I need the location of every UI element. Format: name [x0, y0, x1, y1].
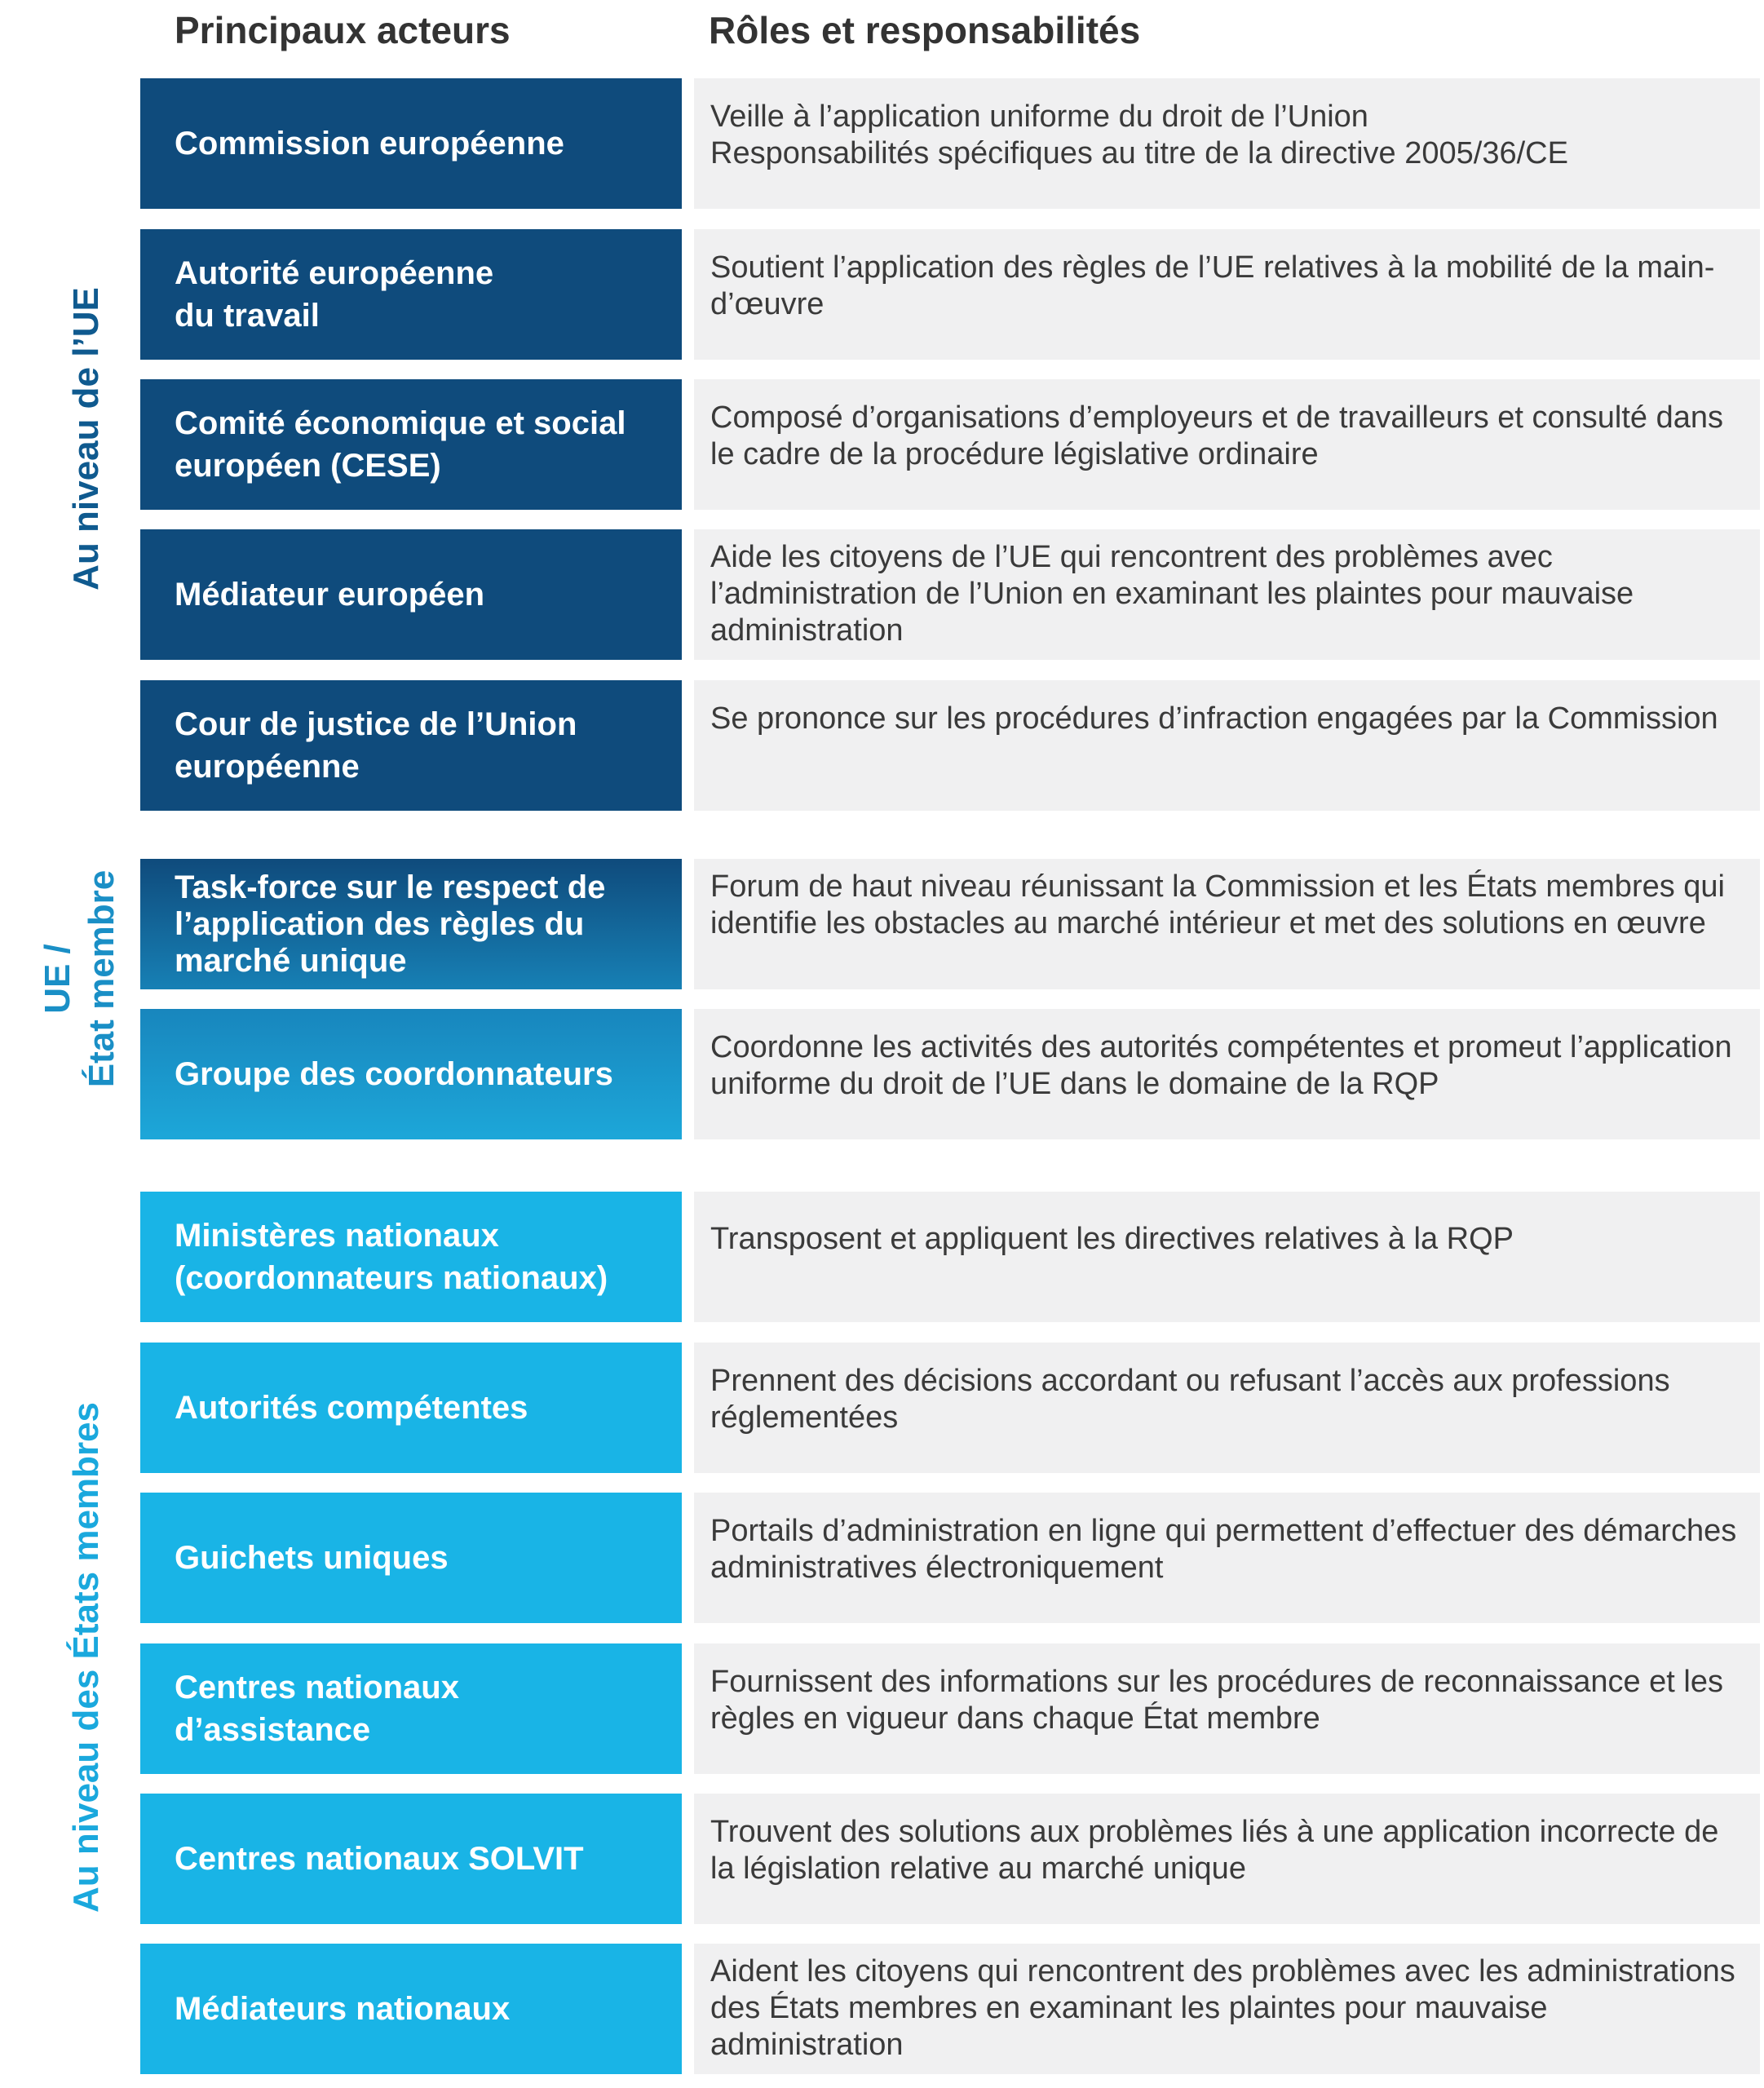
group-label-eu-level: Au niveau de l’UE — [66, 287, 106, 591]
actor-cell — [140, 1944, 682, 2074]
role-cell — [694, 1794, 1760, 1924]
actor-cell — [140, 1794, 682, 1924]
actor-cell — [140, 1493, 682, 1623]
role-text: Aident les citoyens qui rencontrent des problèmes avec les administrations des États membres en examinant les plaintes pour mauvaise administration — [710, 1954, 1735, 2062]
role-cell — [694, 1343, 1760, 1473]
group-label-line: UE / — [38, 944, 77, 1014]
column-header-roles: Rôles et responsabilités — [709, 9, 1141, 51]
role-text: Soutient l’application des règles de l’UE relatives à la mobilité de la main-d’œuvre — [710, 250, 1715, 321]
role-text: Coordonne les activités des autorités compétentes et promeut l’application uniforme du droit de l’UE dans le domaine de la RQP — [710, 1030, 1732, 1101]
actor-label: Médiateur européen — [175, 577, 485, 613]
role-cell — [694, 1944, 1760, 2074]
actor-cell — [140, 1643, 682, 1774]
role-cell — [694, 1643, 1760, 1774]
actor-label: Comité économique et social européen (CESE) — [175, 405, 626, 484]
actor-cell — [140, 1343, 682, 1473]
actor-label: Médiateurs nationaux — [175, 1991, 511, 2027]
actor-label: Groupe des coordonnateurs — [175, 1056, 613, 1092]
role-cell — [694, 1493, 1760, 1623]
actor-label: Autorités compétentes — [175, 1390, 528, 1426]
role-cell — [694, 529, 1760, 660]
actor-label: Ministères nationaux (coordonnateurs nationaux) — [175, 1218, 608, 1296]
actor-cell — [140, 229, 682, 360]
actor-cell — [140, 1192, 682, 1322]
actor-cell — [140, 379, 682, 510]
role-text: Prennent des décisions accordant ou refusant l’accès aux professions réglementées — [710, 1364, 1670, 1435]
role-text: Transposent et appliquent les directives relatives à la RQP — [710, 1222, 1514, 1256]
role-cell — [694, 680, 1760, 811]
role-cell — [694, 229, 1760, 360]
column-header-actors: Principaux acteurs — [175, 9, 511, 51]
actor-cell — [140, 529, 682, 660]
actor-label: Cour de justice de l’Union européenne — [175, 706, 577, 785]
actor-cell — [140, 680, 682, 811]
role-text: Fournissent des informations sur les procédures de reconnaissance et les règles en vigueur dans chaque État membre — [710, 1665, 1723, 1736]
actor-label: Commission européenne — [175, 126, 564, 161]
role-cell — [694, 1009, 1760, 1139]
role-text: Portails d’administration en ligne qui permettent d’effectuer des démarches administratives électroniquement — [710, 1514, 1737, 1585]
actor-label: Centres nationaux SOLVIT — [175, 1841, 584, 1877]
role-text: Se prononce sur les procédures d’infraction engagées par la Commission — [710, 701, 1718, 736]
actor-label: Centres nationaux d’assistance — [175, 1670, 459, 1748]
group-label-eu-member-state — [36, 870, 124, 1088]
role-text: Veille à l’application uniforme du droit de l’Union — [710, 100, 1368, 134]
group-label-member-state-level: Au niveau des États membres — [66, 1401, 106, 1913]
role-text: Trouvent des solutions aux problèmes liés à une application incorrecte de la législation relative au marché unique — [710, 1815, 1719, 1886]
role-text: Aide les citoyens de l’UE qui rencontrent des problèmes avec l’administration de l’Union en examinant les plaintes pour mauvaise administration — [710, 540, 1634, 648]
actor-label: Task-force sur le respect de l’application des règles du marché unique — [175, 869, 606, 979]
actor-cell — [140, 78, 682, 209]
role-cell — [694, 379, 1760, 510]
role-cell — [694, 78, 1760, 209]
actor-label: Autorité européenne du travail — [175, 255, 494, 334]
actor-cell — [140, 1009, 682, 1139]
role-text: Forum de haut niveau réunissant la Commission et les États membres qui identifie les obstacles au marché intérieur et met des solutions en œuvre — [710, 869, 1725, 940]
role-text: Responsabilités spécifiques au titre de la directive 2005/36/CE — [710, 136, 1568, 170]
role-cell — [694, 859, 1760, 989]
actor-label: Guichets uniques — [175, 1540, 449, 1576]
role-text: Composé d’organisations d’employeurs et de travailleurs et consulté dans le cadre de la procédure législative ordinaire — [710, 400, 1724, 471]
role-cell — [694, 1192, 1760, 1322]
actor-cell — [140, 859, 682, 989]
group-label-line: État membre — [82, 869, 122, 1088]
